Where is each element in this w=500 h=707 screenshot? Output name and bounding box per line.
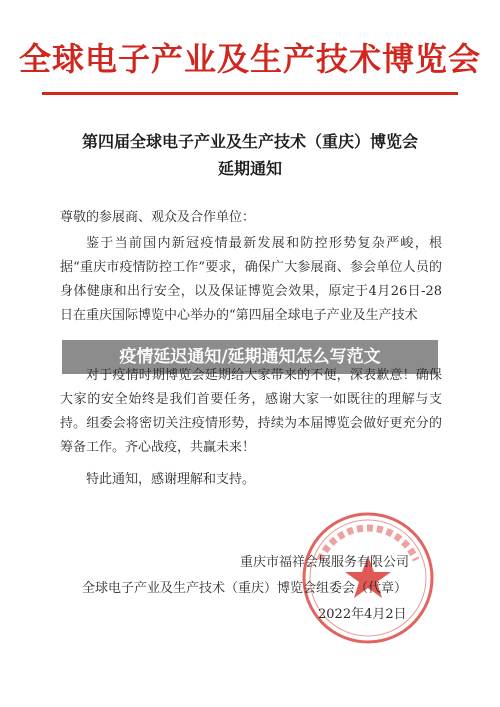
signature-committee: 全球电子产业及生产技术（重庆）博览会组委会（代章） [82, 581, 408, 596]
document-title: 第四届全球电子产业及生产技术（重庆）博览会 [81, 132, 418, 151]
expo-header-title: 全球电子产业及生产技术博览会 [18, 40, 481, 78]
greeting: 尊敬的参展商、观众及合作单位： [60, 210, 256, 225]
overlay-banner-text: 疫情延迟通知/延期通知怎么写范文 [119, 347, 381, 367]
signature-date: 2022年4月2日 [318, 607, 407, 622]
header-divider [42, 92, 458, 95]
signature-company: 重庆市福祥会展服务有限公司 [240, 555, 410, 570]
document-subtitle: 延期通知 [217, 159, 282, 178]
paragraph-main: 鉴于当前国内新冠疫情最新发展和防控形势复杂严峻，根据“重庆市疫情防控工作”要求，确保广大参展商、参会单位人员的身体健康和出行安全，以及保证博览会效果，原定于4月26日-28日在重庆国际博览中心举办的“第四届全球电子产业及生产技术 [60, 236, 442, 323]
paragraph-closing: 特此通知，感谢理解和支持。 [86, 472, 256, 487]
paragraph-apology: 对于疫情时期博览会延期给大家带来的不便，深表歉意！确保大家的安全始终是我们首要任务，感谢大家一如既往的理解与支持。组委会将密切关注疫情形势，持续为本届博览会做好更充分的筹备工作。齐心战疫，共赢未来！ [60, 368, 442, 455]
